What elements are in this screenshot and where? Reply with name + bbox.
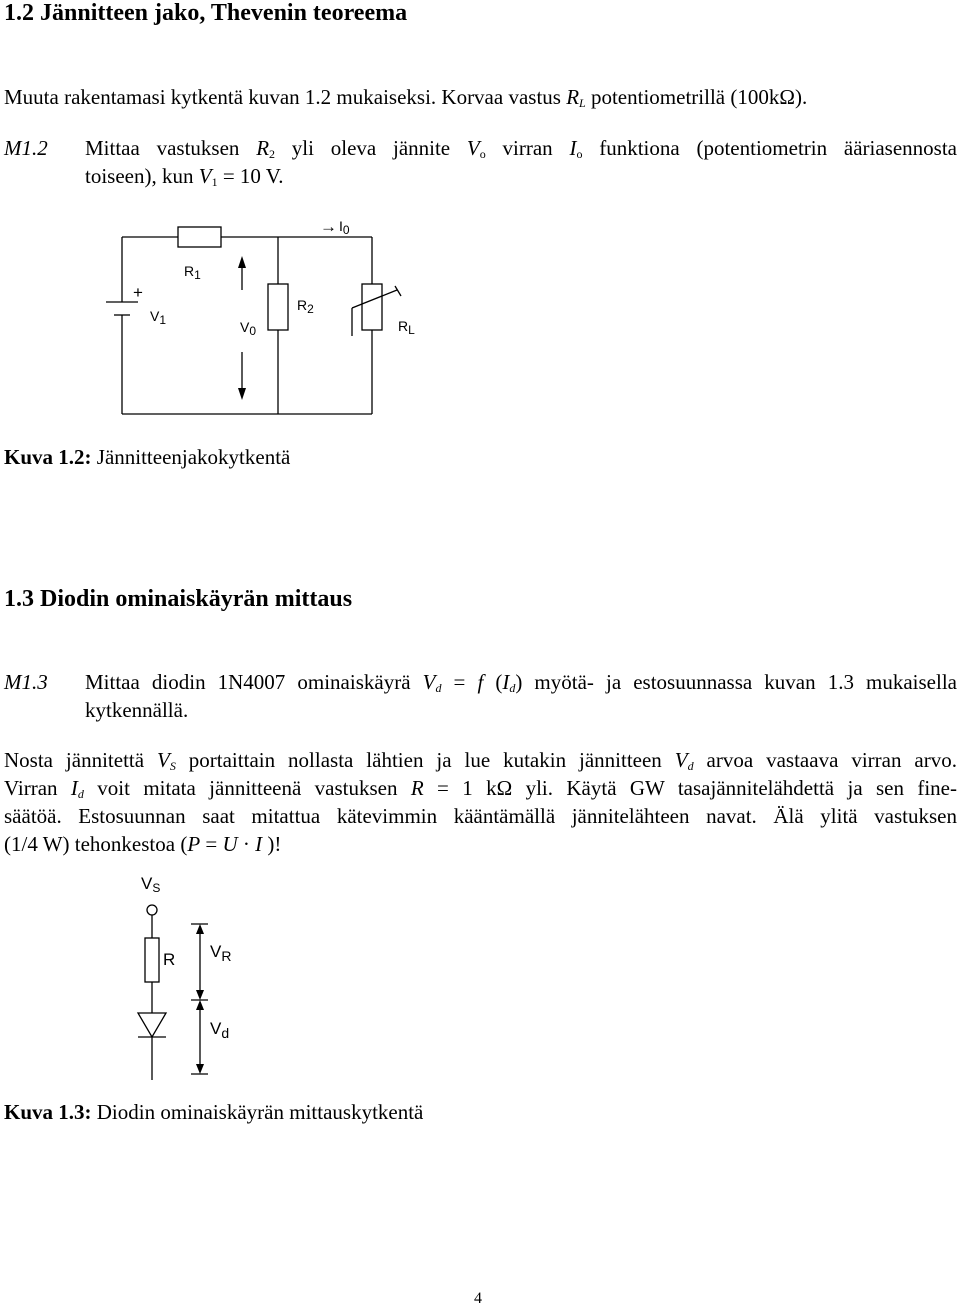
task-id-m1-2: M1.2 bbox=[4, 136, 48, 160]
m13-line-1: Mittaa diodin 1N4007 ominaiskäyrä $V_d = f$ $(I_d)$ myötä- ja estosuunnassa kuvan 1.3 mukaisella bbox=[85, 670, 957, 695]
task-id-m1-3: M1.3 bbox=[4, 670, 48, 694]
label-v0: V0 bbox=[240, 319, 257, 338]
paragraph-line-1: Nosta jännitettä $V_S$ portaittain nollasta lähtien ja lue kutakin jännitteen $V_d$ arvoa vastaava virran arvo. bbox=[4, 748, 957, 773]
label-rl: RL bbox=[398, 318, 415, 337]
label-r1: R1 bbox=[184, 263, 201, 282]
figure-caption-1-2: Kuva 1.2: Jännitteenjakokytkentä bbox=[4, 445, 291, 469]
label-vs: $V_S$ bbox=[141, 874, 161, 895]
paragraph-line-3: säätöä. Estosuunnan saat mitattua kätevimmin kääntämällä jännitelähteen navat. Älä ylitä vastuksen bbox=[4, 804, 957, 828]
label-plus: + bbox=[133, 283, 143, 302]
label-vr: $V_R$ bbox=[210, 942, 232, 964]
intro-paragraph: Muuta rakentamasi kytkentä kuvan 1.2 mukaiseksi. Korvaa vastus $R_L$ potentiometrillä (100kΩ). bbox=[4, 85, 808, 110]
label-vd: $V_d$ bbox=[210, 1019, 230, 1041]
task-text-line-1: Mittaa vastuksen $R_2$ yli oleva jännite $V_o$ virran $I_o$ funktiona (potentiometrin ääriasennosta bbox=[85, 136, 957, 161]
task-text-line-2: toiseen), kun $V_1 = 10$ V. bbox=[85, 164, 284, 189]
figure-caption-1-3: Kuva 1.3: Diodin ominaiskäyrän mittauskytkentä bbox=[4, 1100, 424, 1124]
section-title-1-3: 1.3 Diodin ominaiskäyrän mittaus bbox=[4, 586, 353, 612]
label-r2: R2 bbox=[297, 297, 314, 316]
paragraph-line-4: (1/4 W) tehonkestoa (P = U · I )! bbox=[4, 832, 282, 856]
page-number: 4 bbox=[474, 1290, 482, 1307]
paragraph-line-2: Virran $I_d$ voit mitata jännitteenä vastuksen R = 1 kΩ yli. Käytä GW tasajännitelähdettä ja sen fine- bbox=[4, 776, 958, 801]
label-r: R bbox=[163, 950, 176, 969]
section-title-1-2: 1.2 Jännitteen jako, Thevenin teoreema bbox=[4, 0, 408, 26]
label-i0: I0 bbox=[339, 218, 350, 237]
label-v1: V1 bbox=[150, 308, 167, 327]
m13-line-2: kytkennällä. bbox=[85, 698, 189, 722]
current-arrow-icon: → bbox=[320, 217, 337, 236]
